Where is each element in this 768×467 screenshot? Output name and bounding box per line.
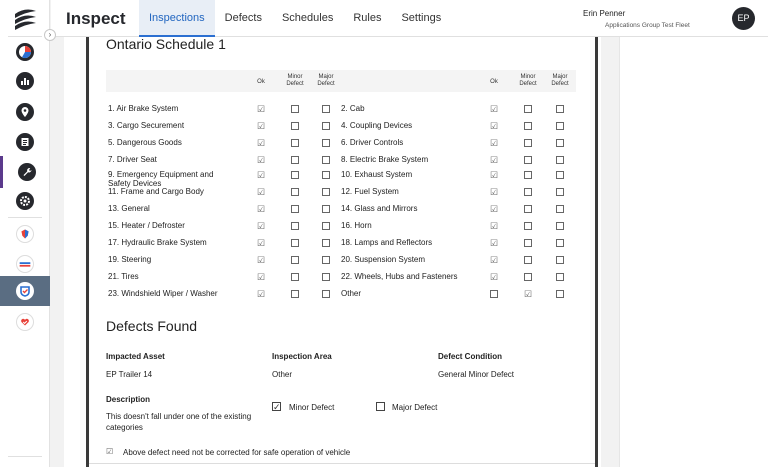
checkbox-major[interactable] <box>556 205 564 213</box>
description-label: Description <box>106 395 151 404</box>
checklist-item-label: 15. Heater / Defroster <box>108 221 185 230</box>
checkbox-ok[interactable]: ☑ <box>490 170 499 180</box>
checkbox-ok[interactable]: ☑ <box>490 272 499 282</box>
location-pin-icon <box>16 103 34 121</box>
checkbox-ok[interactable]: ☑ <box>257 104 266 114</box>
tab-rules[interactable]: Rules <box>353 12 382 24</box>
rail-item-map[interactable] <box>0 96 50 128</box>
checkbox-major[interactable] <box>556 239 564 247</box>
checkbox-minor[interactable] <box>291 273 299 281</box>
checkbox-minor[interactable] <box>524 273 532 281</box>
checklist-item-label: 21. Tires <box>108 272 139 281</box>
checkbox-major[interactable] <box>322 290 330 298</box>
checkbox-major[interactable] <box>556 139 564 147</box>
checklist-item-label: 18. Lamps and Reflectors <box>341 238 433 247</box>
checkbox-major[interactable] <box>322 139 330 147</box>
checkbox-ok[interactable]: ☑ <box>490 204 499 214</box>
tab-schedules[interactable]: Schedules <box>281 12 334 24</box>
impacted-asset-label: Impacted Asset <box>106 352 165 361</box>
checklist-item-label: 19. Steering <box>108 255 152 264</box>
checklist-item-label: 13. General <box>108 204 150 213</box>
checkbox-major[interactable] <box>556 290 564 298</box>
checkbox-ok[interactable]: ☑ <box>257 170 266 180</box>
app-title: Inspect <box>66 9 126 28</box>
checkbox-ok[interactable]: ☑ <box>490 221 499 231</box>
top-header <box>51 0 768 37</box>
checkbox-minor[interactable] <box>291 222 299 230</box>
wrench-icon <box>18 163 36 181</box>
safe-operation-checkbox[interactable]: ☑ <box>106 447 114 456</box>
checklist-item-label: 3. Cargo Securement <box>108 121 185 130</box>
checkbox-minor[interactable] <box>291 239 299 247</box>
checkbox-minor[interactable] <box>291 156 299 164</box>
checkbox-major[interactable] <box>556 188 564 196</box>
checkbox-ok[interactable]: ☑ <box>257 221 266 231</box>
checkbox-major[interactable] <box>556 273 564 281</box>
checkbox-major[interactable] <box>322 205 330 213</box>
checkbox-minor[interactable] <box>524 122 532 130</box>
col-header-minor: Minor Defect <box>519 74 537 87</box>
checkbox-major[interactable] <box>322 239 330 247</box>
checkbox-ok[interactable]: ☑ <box>490 121 499 131</box>
checkbox-major[interactable] <box>322 256 330 264</box>
checkbox-minor[interactable] <box>524 256 532 264</box>
schedule-header-row <box>106 70 576 92</box>
nav-tabs <box>139 0 451 37</box>
checkbox-minor[interactable] <box>291 188 299 196</box>
tab-defects[interactable]: Defects <box>224 12 262 24</box>
checkbox-major[interactable] <box>322 122 330 130</box>
rail-item-safety[interactable] <box>0 218 50 250</box>
checklist-item-label: Other <box>341 289 362 298</box>
bar-chart-icon <box>16 72 34 90</box>
inspection-area-value: Other <box>272 370 293 379</box>
checklist-item-label: 4. Coupling Devices <box>341 121 413 130</box>
pie-chart-icon <box>16 43 34 61</box>
checkbox-minor[interactable]: ☑ <box>524 289 533 299</box>
checkbox-ok[interactable]: ☑ <box>490 104 499 114</box>
rail-item-settings[interactable] <box>0 185 50 217</box>
checkbox-ok[interactable] <box>490 290 498 298</box>
safe-operation-note: Above defect need not be corrected for safe operation of vehicle <box>123 448 351 457</box>
checkbox-major[interactable] <box>556 105 564 113</box>
checklist-item-label: 17. Hydraulic Brake System <box>108 238 207 247</box>
gear-icon <box>16 192 34 210</box>
user-org: Applications Group Test Fleet <box>605 22 690 29</box>
checklist-item-label: 12. Fuel System <box>341 187 399 196</box>
checklist-item-label: 7. Driver Seat <box>108 155 157 164</box>
rail-item-reports[interactable] <box>0 65 50 97</box>
checkbox-ok[interactable]: ☑ <box>490 238 499 248</box>
col-header-ok: Ok <box>490 79 498 85</box>
checklist-item-label: 2. Cab <box>341 104 365 113</box>
checkbox-ok[interactable]: ☑ <box>257 121 266 131</box>
rail-item-dashboard[interactable] <box>0 36 50 68</box>
checkbox-ok[interactable]: ☑ <box>490 187 499 197</box>
checkbox-minor[interactable] <box>291 139 299 147</box>
checklist-item-label: 16. Horn <box>341 221 372 230</box>
checkbox-major[interactable] <box>322 171 330 179</box>
app-logo-icon <box>12 6 38 32</box>
impacted-asset-value: EP Trailer 14 <box>106 370 153 379</box>
checkbox-minor[interactable] <box>524 105 532 113</box>
schedule-title: Ontario Schedule 1 <box>106 36 226 52</box>
checkbox-major[interactable] <box>556 256 564 264</box>
checklist-item-label: 10. Exhaust System <box>341 170 413 179</box>
checkbox-minor[interactable] <box>524 188 532 196</box>
checkbox-minor[interactable] <box>524 156 532 164</box>
checkbox-minor[interactable] <box>524 205 532 213</box>
checkbox-major[interactable] <box>322 156 330 164</box>
col-header-major: Major Defect <box>551 74 569 87</box>
checkbox-minor[interactable] <box>524 222 532 230</box>
checkbox-major[interactable] <box>322 105 330 113</box>
checkbox-minor[interactable] <box>291 256 299 264</box>
divider <box>89 463 595 464</box>
minor-defect-checkbox[interactable]: ✓ <box>273 402 281 412</box>
checklist-item-label: 9. Emergency Equipment and Safety Devices <box>108 170 214 188</box>
checkbox-major[interactable] <box>556 222 564 230</box>
sidebar-toggle-button[interactable]: › <box>44 29 56 41</box>
defect-condition-label: Defect Condition <box>438 352 502 361</box>
checklist-item-label: 8. Electric Brake System <box>341 155 429 164</box>
major-defect-checkbox[interactable] <box>376 402 385 411</box>
minor-defect-label: Minor Defect <box>289 403 335 412</box>
checklist-item-label: 22. Wheels, Hubs and Fasteners <box>341 272 458 281</box>
checkbox-major[interactable] <box>556 171 564 179</box>
checkbox-ok[interactable]: ☑ <box>257 238 266 248</box>
document-icon <box>16 133 34 151</box>
col-header-major: Major Defect <box>317 74 335 87</box>
checklist-heart-icon <box>16 313 34 331</box>
checklist-item-label: 20. Suspension System <box>341 255 426 264</box>
defects-title: Defects Found <box>106 318 198 334</box>
checkbox-minor[interactable] <box>291 205 299 213</box>
checklist-item-label: 11. Frame and Cargo Body <box>108 187 204 196</box>
col-header-minor: Minor Defect <box>286 74 304 87</box>
checkbox-ok[interactable]: ☑ <box>257 272 266 282</box>
rail-item-documents[interactable] <box>0 126 50 158</box>
schedule-table <box>106 70 576 302</box>
checklist-item-label: 6. Driver Controls <box>341 138 404 147</box>
inspection-area-label: Inspection Area <box>272 352 332 361</box>
tab-settings[interactable]: Settings <box>401 12 442 24</box>
checkbox-minor[interactable] <box>291 171 299 179</box>
checkbox-ok[interactable]: ☑ <box>257 255 266 265</box>
checkbox-ok[interactable]: ☑ <box>490 255 499 265</box>
rail-item-compliance[interactable] <box>0 306 50 338</box>
checkbox-minor[interactable] <box>291 290 299 298</box>
checkbox-ok[interactable]: ☑ <box>257 204 266 214</box>
inspect-badge-icon <box>16 282 34 300</box>
avatar[interactable]: EP <box>732 7 755 30</box>
checkbox-ok[interactable]: ☑ <box>490 155 499 165</box>
description-value: This doesn't fall under one of the existing categories <box>106 412 252 432</box>
tab-inspections[interactable]: Inspections <box>139 0 215 37</box>
user-name: Erin Penner <box>583 9 626 18</box>
col-header-ok: Ok <box>257 79 265 85</box>
truck-icon <box>16 255 34 273</box>
checkbox-minor[interactable] <box>524 239 532 247</box>
shield-check-icon <box>16 225 34 243</box>
app-sidebar <box>0 0 50 467</box>
checkbox-ok[interactable]: ☑ <box>490 138 499 148</box>
checkbox-ok[interactable]: ☑ <box>257 155 266 165</box>
checkbox-minor[interactable] <box>291 105 299 113</box>
checkbox-minor[interactable] <box>524 139 532 147</box>
checkbox-minor[interactable] <box>524 171 532 179</box>
checkbox-major[interactable] <box>322 188 330 196</box>
checkbox-major[interactable] <box>322 273 330 281</box>
checklist-item-label: 14. Glass and Mirrors <box>341 204 418 213</box>
checkbox-ok[interactable]: ☑ <box>257 289 266 299</box>
rail-item-maintenance[interactable] <box>0 156 50 188</box>
rail-divider <box>8 456 42 457</box>
side-panel <box>619 37 768 467</box>
checkbox-minor[interactable] <box>291 122 299 130</box>
rail-item-inspect[interactable] <box>0 276 50 306</box>
checkbox-major[interactable] <box>556 122 564 130</box>
checklist-item-label: 5. Dangerous Goods <box>108 138 182 147</box>
checklist-item-label: 1. Air Brake System <box>108 104 179 113</box>
checkbox-ok[interactable]: ☑ <box>257 138 266 148</box>
checklist-item-label: 23. Windshield Wiper / Washer <box>108 289 218 298</box>
defect-condition-value: General Minor Defect <box>438 370 515 379</box>
checkbox-major[interactable] <box>322 222 330 230</box>
checkbox-ok[interactable]: ☑ <box>257 187 266 197</box>
major-defect-label: Major Defect <box>392 403 438 412</box>
checkbox-major[interactable] <box>556 156 564 164</box>
